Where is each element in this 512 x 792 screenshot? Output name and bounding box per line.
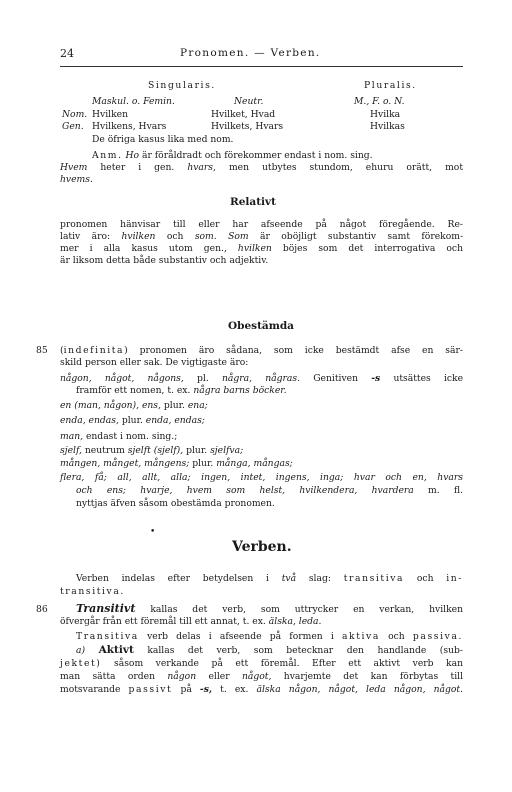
verben-intro-line-2: transitiva. [60,586,125,597]
entry-sjelf: sjelf, neutrum sjelft (sjelf), plur. sjelfva; [60,445,244,456]
relativt-heading: Relativt [230,196,276,208]
singularis-heading: Singularis. [148,80,216,91]
nom-plural: Hvilka [370,109,401,120]
aktivt-line-1: a) Aktivt kallas det verb, som betecknar den handlande (sub- [76,644,464,656]
gen-label: Gen. [62,121,84,132]
obestamda-line-2: skild person eller sak. De vigtigaste äro: [60,357,249,368]
obestamda-line-1: (indefinita) pronomen äro sådana, som icke bestämdt afse en sär- [60,345,463,356]
relativt-line-1: pronomen hänvisar till eller har afseende på något föregående. Re- [60,219,463,230]
entry-flera-cont: och ens; hvarje, hvem som helst, hvilkendera, hvardera m. fl. [76,485,463,496]
verben-heading: Verben. [232,539,292,555]
transitivt-line-1: Transitivt kallas det verb, som uttrycker en verkan, hvilken [76,602,464,615]
aktivt-line-2: jektet) såsom verkande på ett föremål. Efter ett aktivt verb kan [60,658,464,669]
entry-nagon: någon, något, någons, pl. några, någras. Genitiven -s utsättes icke [60,373,464,384]
relativt-line-2: lativ äro: hvilken och som. Som är oböjligt substantiv samt förekom- [60,231,464,242]
bullet-mark: • [150,527,156,537]
col-neutr: Neutr. [234,96,264,107]
table-note: De öfriga kasus lika med nom. [92,134,234,145]
aktivt-line-3: man sätta orden någon eller något, hvarjemte det kan förbytas till [60,671,464,682]
anm-line-1: Anm. Ho är föråldradt och förekommer endast i nom. sing. [92,150,373,161]
entry-man: man, endast i nom. sing.; [60,431,178,442]
transitiva-line: Transitiva verb delas i afseende på formen i aktiva och passiva. [76,631,464,642]
anm-line-3: hvems. [60,174,93,185]
entry-flera: flera, få; all, allt, alla; ingen, intet, ingens, inga; hvar och en, hvars [60,472,463,483]
entry-en: en (man, någon), ens, plur. ena; [60,400,208,411]
entry-enda: enda, endas, plur. enda, endas; [60,415,205,426]
gen-plural: Hvilkas [370,121,405,132]
gen-neuter: Hvilkets, Hvars [211,121,284,132]
verben-intro-line-1: Verben indelas efter betydelsen i två slag: transitiva och in- [76,573,464,584]
nom-masculine: Hvilken [92,109,129,120]
transitivt-line-2: öfvergår från ett föremål till ett annat, t. ex. älska, leda. [60,616,322,627]
col-mfn: M., F. o. N. [354,96,405,107]
pluralis-heading: Pluralis. [364,80,417,91]
header-rule [60,66,463,67]
nom-label: Nom. [62,109,88,120]
anm-line-2: Hvem heter i gen. hvars, men utbytes stundom, ehuru orätt, mot [60,162,464,173]
nom-neuter: Hvilket, Hvad [211,109,276,120]
col-maskul-femin: Maskul. o. Femin. [92,96,175,107]
relativt-line-3: mer i alla kasus utom gen., hvilken böjes som det interrogativa och [60,243,463,254]
relativt-line-4: är liksom detta både substantiv och adjektiv. [60,255,269,266]
running-title: Pronomen. — Verben. [180,47,321,59]
gen-masculine: Hvilkens, Hvars [92,121,167,132]
entry-flera-end: nyttjas äfven såsom obestämda pronomen. [76,498,275,509]
margin-number-85: 85 [36,345,48,356]
entry-nagon-cont: framför ett nomen, t. ex. några barns böcker. [76,385,287,396]
margin-number-86: 86 [36,604,48,615]
aktivt-line-4: motsvarande passivt på -s, t. ex. älska någon, något, leda någon, något. [60,684,464,695]
page-number: 24 [60,47,74,60]
obestamda-heading: Obestämda [228,320,294,332]
entry-mangen: mången, månget, mångens; plur. många, mångas; [60,458,293,469]
